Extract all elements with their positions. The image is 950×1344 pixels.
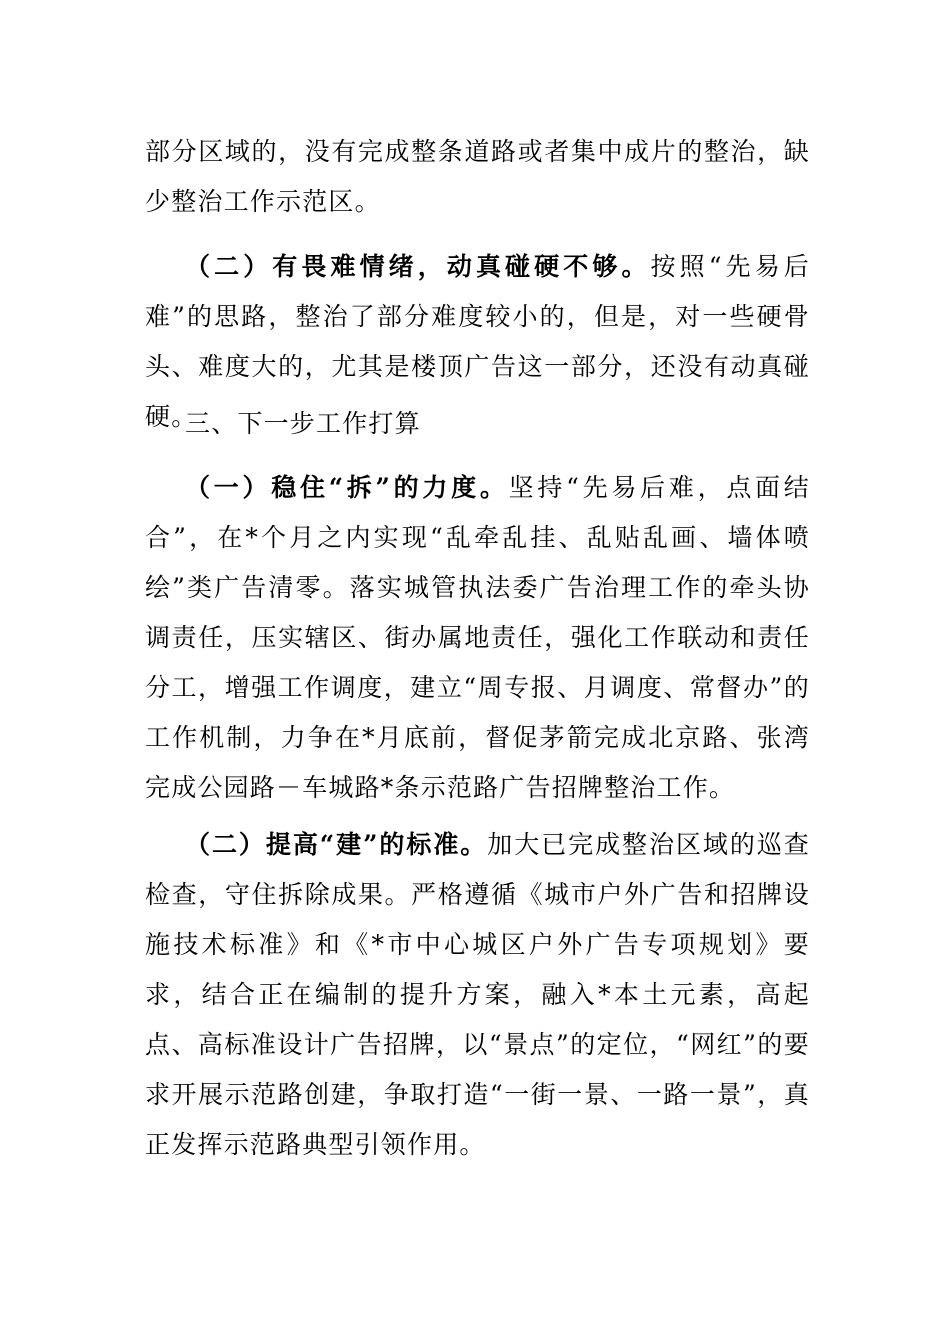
continuation-text: 部分区域的，没有完成整条道路或者集中成片的整治，缺少整治工作示范区。	[145, 137, 810, 216]
section-three-heading: 三、下一步工作打算	[185, 409, 421, 438]
section-three-heading-block	[145, 399, 810, 449]
plan-one-lead: （一）稳住“拆”的力度。	[185, 473, 509, 502]
continuation-paragraph	[145, 127, 810, 227]
issue-two-lead: （二）有畏难情绪，动真碰硬不够。	[185, 252, 651, 281]
plan-two-paragraph	[145, 820, 810, 1170]
plan-one-body: 坚持“先易后难，点面结合”，在*个月之内实现“乱牵乱挂、乱贴乱画、墙体喷绘”类广告清零。落实城管执法委广告治理工作的牵头协调责任，压实辖区、街办属地责任，强化工作联动和责任分工，增强工作调度，建立“周专报、月调度、常督办”的工作机制，力争在*月底前，督促茅箭完成北京路、张湾完成公园路－车城路*条示范路广告招牌整治工作。	[145, 473, 810, 802]
plan-two-lead: （二）提高“建”的标准。	[185, 830, 488, 859]
plan-one-paragraph	[145, 463, 810, 813]
plan-two-body: 加大已完成整治区域的巡查检查，守住拆除成果。严格遵循《城市户外广告和招牌设施技术标准》和《*市中心城区户外广告专项规划》要求，结合正在编制的提升方案，融入*本土元素，高起点、高标准设计广告招牌，以“景点”的定位，“网红”的要求开展示范路创建，争取打造“一街一景、一路一景”，真正发挥示范路典型引领作用。	[145, 830, 810, 1159]
issue-two-body: 按照“先易后难”的思路，整治了部分难度较小的，但是，对一些硬骨头、难度大的，尤其是楼顶广告这一部分，还没有动真碰硬。	[145, 252, 811, 431]
